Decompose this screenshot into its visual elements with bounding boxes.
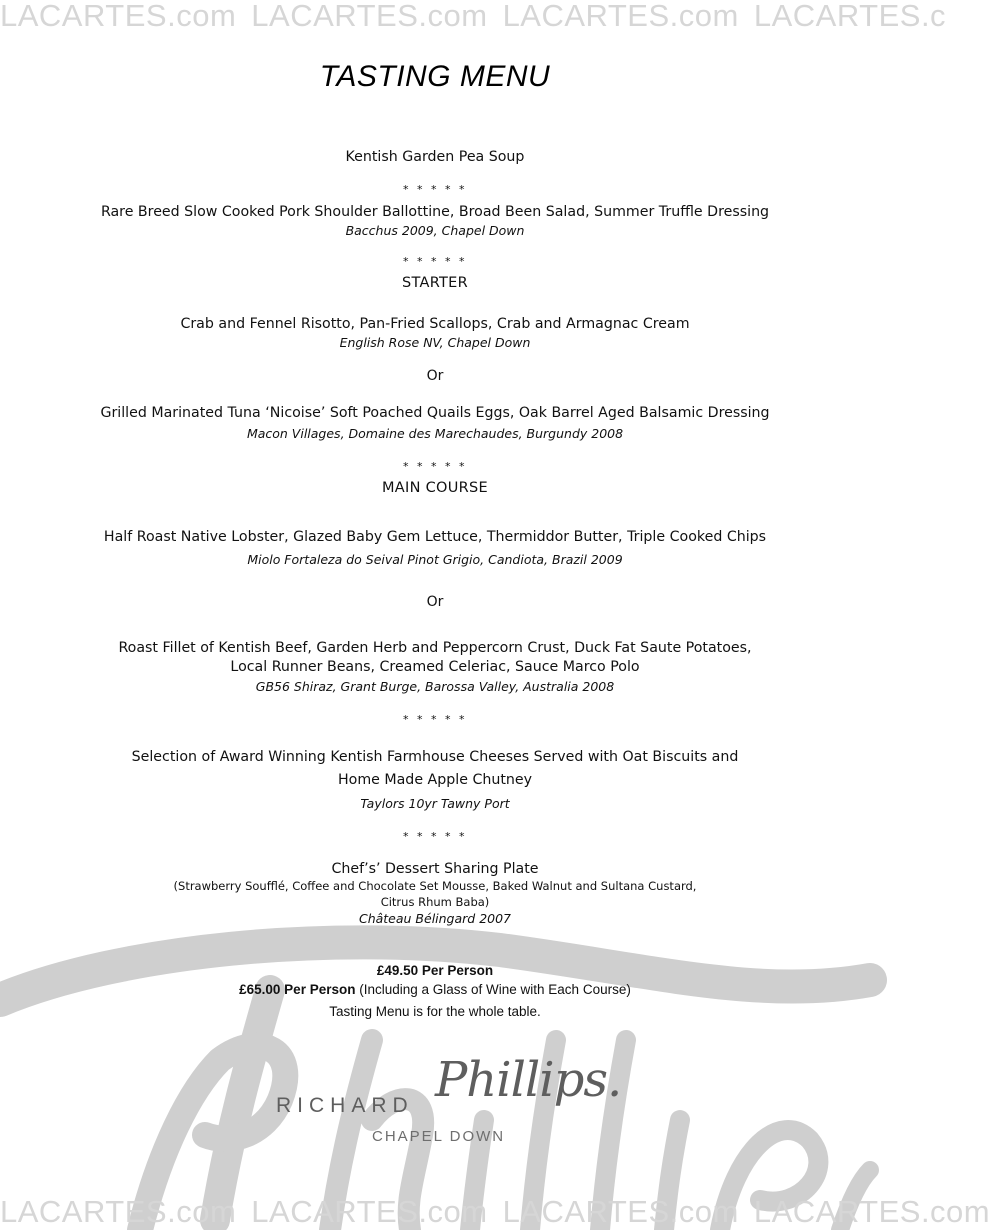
price-with-wine <box>0 982 870 997</box>
cheese-dish-line1: Selection of Award Winning Kentish Farmhouse Cheeses Served with Oat Biscuits and <box>131 749 739 765</box>
amuse-dish: Kentish Garden Pea Soup <box>345 149 525 165</box>
watermark-text: LACARTES.com <box>251 0 488 33</box>
main-option1-wine: Miolo Fortaleza do Seival Pinot Grigio, Candiota, Brazil 2009 <box>247 552 623 567</box>
starter-option1-dish: Crab and Fennel Risotto, Pan-Fried Scallops, Crab and Armagnac Cream <box>180 316 690 332</box>
dessert-detail-line2: Citrus Rhum Baba) <box>380 895 490 909</box>
price-with-wine-note: (Including a Glass of Wine with Each Course) <box>355 982 631 997</box>
whole-table-note: Tasting Menu is for the whole table. <box>329 1004 541 1019</box>
course-separator: * * * * * <box>403 830 467 843</box>
logo-first-name: RICHARD <box>276 1094 414 1117</box>
watermark-text: LACARTES.com <box>502 0 739 33</box>
main-option2-dish-line1: Roast Fillet of Kentish Beef, Garden Herb and Peppercorn Crust, Duck Fat Saute Potatoes, <box>118 640 752 656</box>
starter-or: Or <box>426 368 444 384</box>
first-course-dish: Rare Breed Slow Cooked Pork Shoulder Ballottine, Broad Been Salad, Summer Truffle Dressing <box>100 204 770 220</box>
price-per-person: £49.50 Per Person <box>376 963 494 978</box>
main-option2-dish-line2: Local Runner Beans, Creamed Celeriac, Sauce Marco Polo <box>230 659 640 675</box>
logo-last-name: Phillips. <box>435 1052 622 1108</box>
dessert-wine: Château Bélingard 2007 <box>358 911 512 926</box>
price-with-wine-amount: £65.00 Per Person <box>239 982 356 997</box>
menu-title: TASTING MENU <box>319 60 551 93</box>
watermark-text: LACARTES.com <box>0 0 237 33</box>
main-option1-dish: Half Roast Native Lobster, Glazed Baby Gem Lettuce, Thermiddor Butter, Triple Cooked Chips <box>103 529 767 545</box>
logo-subtitle: CHAPEL DOWN <box>372 1128 506 1145</box>
course-separator: * * * * * <box>403 460 467 473</box>
cheese-wine: Taylors 10yr Tawny Port <box>360 796 510 811</box>
cheese-dish-line2: Home Made Apple Chutney <box>337 772 533 788</box>
watermark-text: LACARTES.com <box>502 1194 739 1229</box>
course-separator: * * * * * <box>403 255 467 268</box>
watermark-bottom <box>0 1194 991 1229</box>
watermark-text: LACARTES.com <box>0 1194 237 1229</box>
watermark-text: LACARTES.c <box>753 0 947 33</box>
starter-option1-wine: English Rose NV, Chapel Down <box>339 335 531 350</box>
starter-option2-dish: Grilled Marinated Tuna ‘Nicoise’ Soft Poached Quails Eggs, Oak Barrel Aged Balsamic Dressing <box>100 405 770 421</box>
restaurant-logo <box>0 1052 870 1162</box>
dessert-detail-line1: (Strawberry Soufflé, Coffee and Chocolate Set Mousse, Baked Walnut and Sultana Custard, <box>173 879 697 893</box>
course-separator: * * * * * <box>403 183 467 196</box>
main-course-heading: MAIN COURSE <box>381 480 489 496</box>
dessert-dish: Chef’s’ Dessert Sharing Plate <box>331 861 539 877</box>
watermark-top <box>0 0 947 33</box>
main-or: Or <box>426 594 444 610</box>
starter-option2-wine: Macon Villages, Domaine des Marechaudes, Burgundy 2008 <box>246 426 624 441</box>
watermark-text: LACARTES.com <box>753 1194 991 1229</box>
first-course-wine: Bacchus 2009, Chapel Down <box>345 223 525 238</box>
main-option2-wine: GB56 Shiraz, Grant Burge, Barossa Valley, Australia 2008 <box>255 679 615 694</box>
watermark-text: LACARTES.com <box>251 1194 488 1229</box>
course-separator: * * * * * <box>403 713 467 726</box>
starter-heading: STARTER <box>401 275 469 291</box>
